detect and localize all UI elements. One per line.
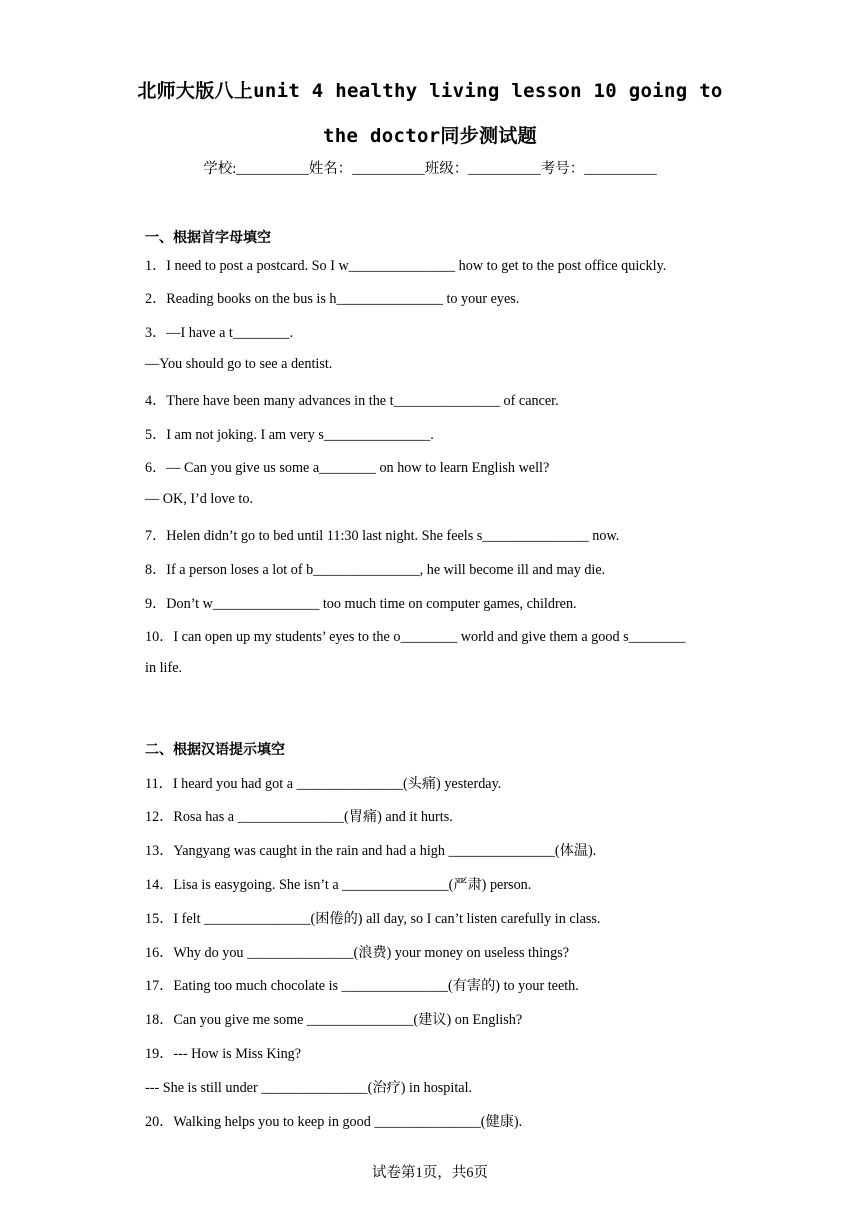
question-line: 13．Yangyang was caught in the rain and had a high _______________(体温). (145, 843, 597, 859)
question-line-continued: in life. (145, 660, 183, 676)
question-line: 2．Reading books on the bus is h_______________ to your eyes. (145, 291, 520, 307)
question-line: 9．Don’t w_______________ too much time on computer games, children. (145, 596, 577, 612)
question-line: 14．Lisa is easygoing. She isn’t a _______________(严肃) person. (145, 877, 532, 893)
question-line: 11．I heard you had got a _______________(头痛) yesterday. (145, 776, 502, 792)
question-line: 12．Rosa has a _______________(胃痛) and it hurts. (145, 809, 453, 825)
question-line: 7．Helen didn’t go to bed until 11:30 last night. She feels s_______________ now. (145, 528, 620, 544)
question-line: 6．— Can you give us some a________ on how to learn English well? (145, 460, 550, 476)
section-1-heading: 一、根据首字母填空 (145, 230, 271, 246)
answer-line: — OK, I’d love to. (145, 491, 253, 507)
question-line: 8．If a person loses a lot of b_______________, he will become ill and may die. (145, 562, 606, 578)
question-line: 20．Walking helps you to keep in good _______________(健康). (145, 1114, 523, 1130)
document-title-line-1: 北师大版八上unit 4 healthy living lesson 10 going to (137, 80, 723, 102)
question-line: 5．I am not joking. I am very s_______________. (145, 427, 434, 443)
question-line: 1．I need to post a postcard. So I w_______________ how to get to the post office quickly. (145, 258, 667, 274)
question-line: 4．There have been many advances in the t_______________ of cancer. (145, 393, 559, 409)
question-line: 15．I felt _______________(困倦的) all day, so I can’t listen carefully in class. (145, 911, 601, 927)
question-line: 18．Can you give me some _______________(建议) on English? (145, 1012, 523, 1028)
question-line: 16．Why do you _______________(浪费) your money on useless things? (145, 945, 570, 961)
page-footer: 试卷第1页，共6页 (372, 1165, 488, 1181)
document-title-line-2: the doctor同步测试题 (323, 125, 537, 147)
question-line: 3．—I have a t________. (145, 325, 294, 341)
section-2-heading: 二、根据汉语提示填空 (145, 742, 285, 758)
question-line: 19．--- How is Miss King? (145, 1046, 302, 1062)
question-line: 10．I can open up my students’ eyes to the o________ world and give them a good s________ (145, 629, 686, 645)
answer-line: —You should go to see a dentist. (145, 356, 333, 372)
student-info-line: 学校:__________姓名：__________班级：__________考号：__________ (203, 161, 657, 177)
answer-line: --- She is still under _______________(治疗) in hospital. (145, 1080, 473, 1096)
question-line: 17．Eating too much chocolate is _______________(有害的) to your teeth. (145, 978, 579, 994)
